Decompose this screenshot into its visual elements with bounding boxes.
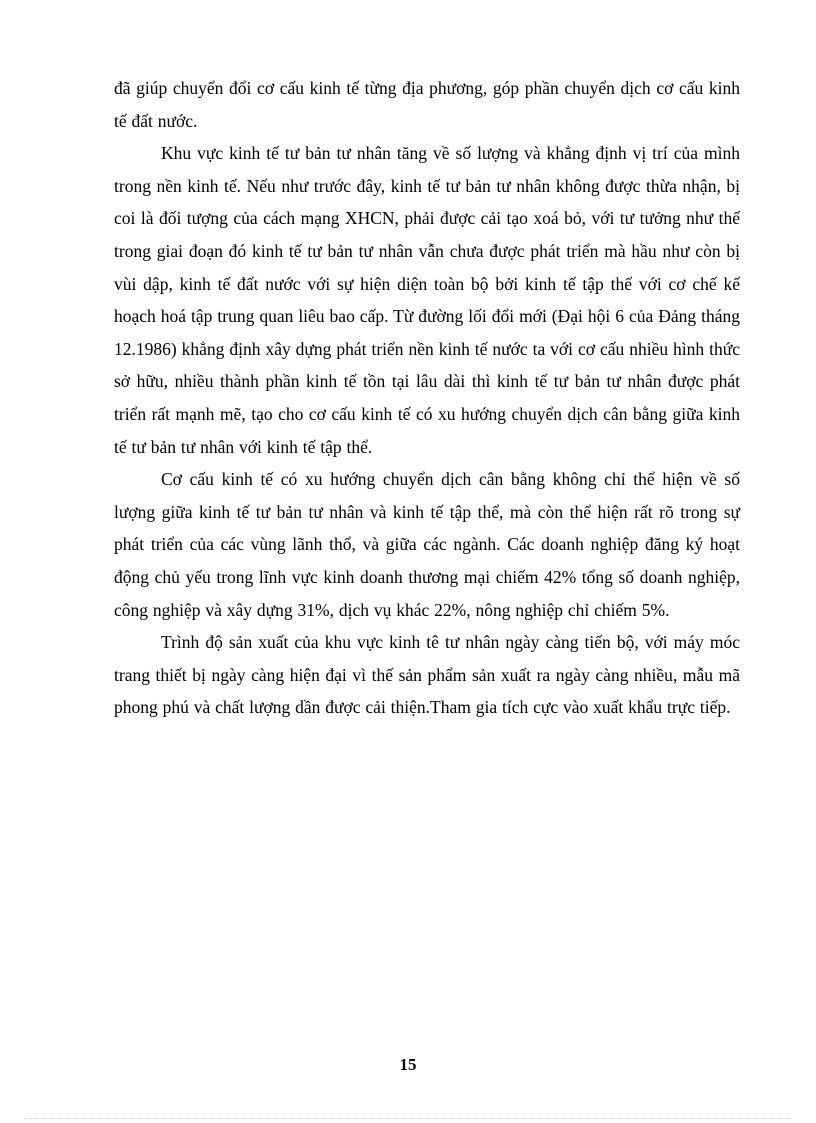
body-text	[114, 72, 740, 724]
paragraph-private-sector-growth: Khu vực kinh tế tư bản tư nhân tăng về số lượng và khẳng định vị trí của mình trong nền kinh tế. Nếu như trước đây, kinh tế tư bản tư nhân không được thừa nhận, bị coi là đối tượng của cách mạng XHCN, phải được cải tạo xoá bỏ, với tư tưởng như thế trong giai đoạn đó kinh tế tư bản tư nhân vẫn chưa được phát triển mà hầu như còn bị vùi dập, kinh tế đất nước với sự hiện diện toàn bộ bởi kinh tế tập thể với cơ chế kế hoạch hoá tập trung quan liêu bao cấp. Từ đường lối đổi mới (Đại hội 6 của Đảng tháng 12.1986) khẳng định xây dựng phát triển nền kinh tế nước ta với cơ cấu nhiều hình thức sở hữu, nhiều thành phần kinh tế tồn tại lâu dài thì kinh tế tư bản tư nhân được phát triển rất mạnh mẽ, tạo cho cơ cấu kinh tế có xu hướng chuyển dịch cân bằng giữa kinh tế tư bản tư nhân với kinh tế tập thể.	[114, 143, 740, 457]
page-number: 15	[399, 1055, 417, 1074]
paragraph-structural-shift: Cơ cấu kinh tế có xu hướng chuyển dịch cân bằng không chỉ thể hiện về số lượng giữa kinh tế tư bản tư nhân và kinh tế tập thể, mà còn thể hiện rất rõ trong sự phát triển của các vùng lãnh thổ, và giữa các ngành. Các doanh nghiệp đăng ký hoạt động chủ yếu trong lĩnh vực kinh doanh thương mại chiếm 42% tổng số doanh nghiệp, công nghiệp và xây dựng 31%, dịch vụ khác 22%, nông nghiệp chỉ chiếm 5%.	[114, 469, 740, 620]
page-bottom-divider	[24, 1118, 792, 1119]
paragraph-production-level: Trình độ sản xuất của khu vực kinh tê tư nhân ngày càng tiến bộ, với máy móc trang thiết bị ngày càng hiện đại vì thế sản phẩm sản xuất ra ngày càng nhiều, mẫu mã phong phú và chất lượng dần được cải thiện.Tham gia tích cực vào xuất khẩu trực tiếp.	[114, 632, 740, 718]
paragraph-continuation: đã giúp chuyển đổi cơ cấu kinh tế từng địa phương, góp phần chuyển dịch cơ cấu kinh tế đất nước.	[114, 78, 740, 131]
